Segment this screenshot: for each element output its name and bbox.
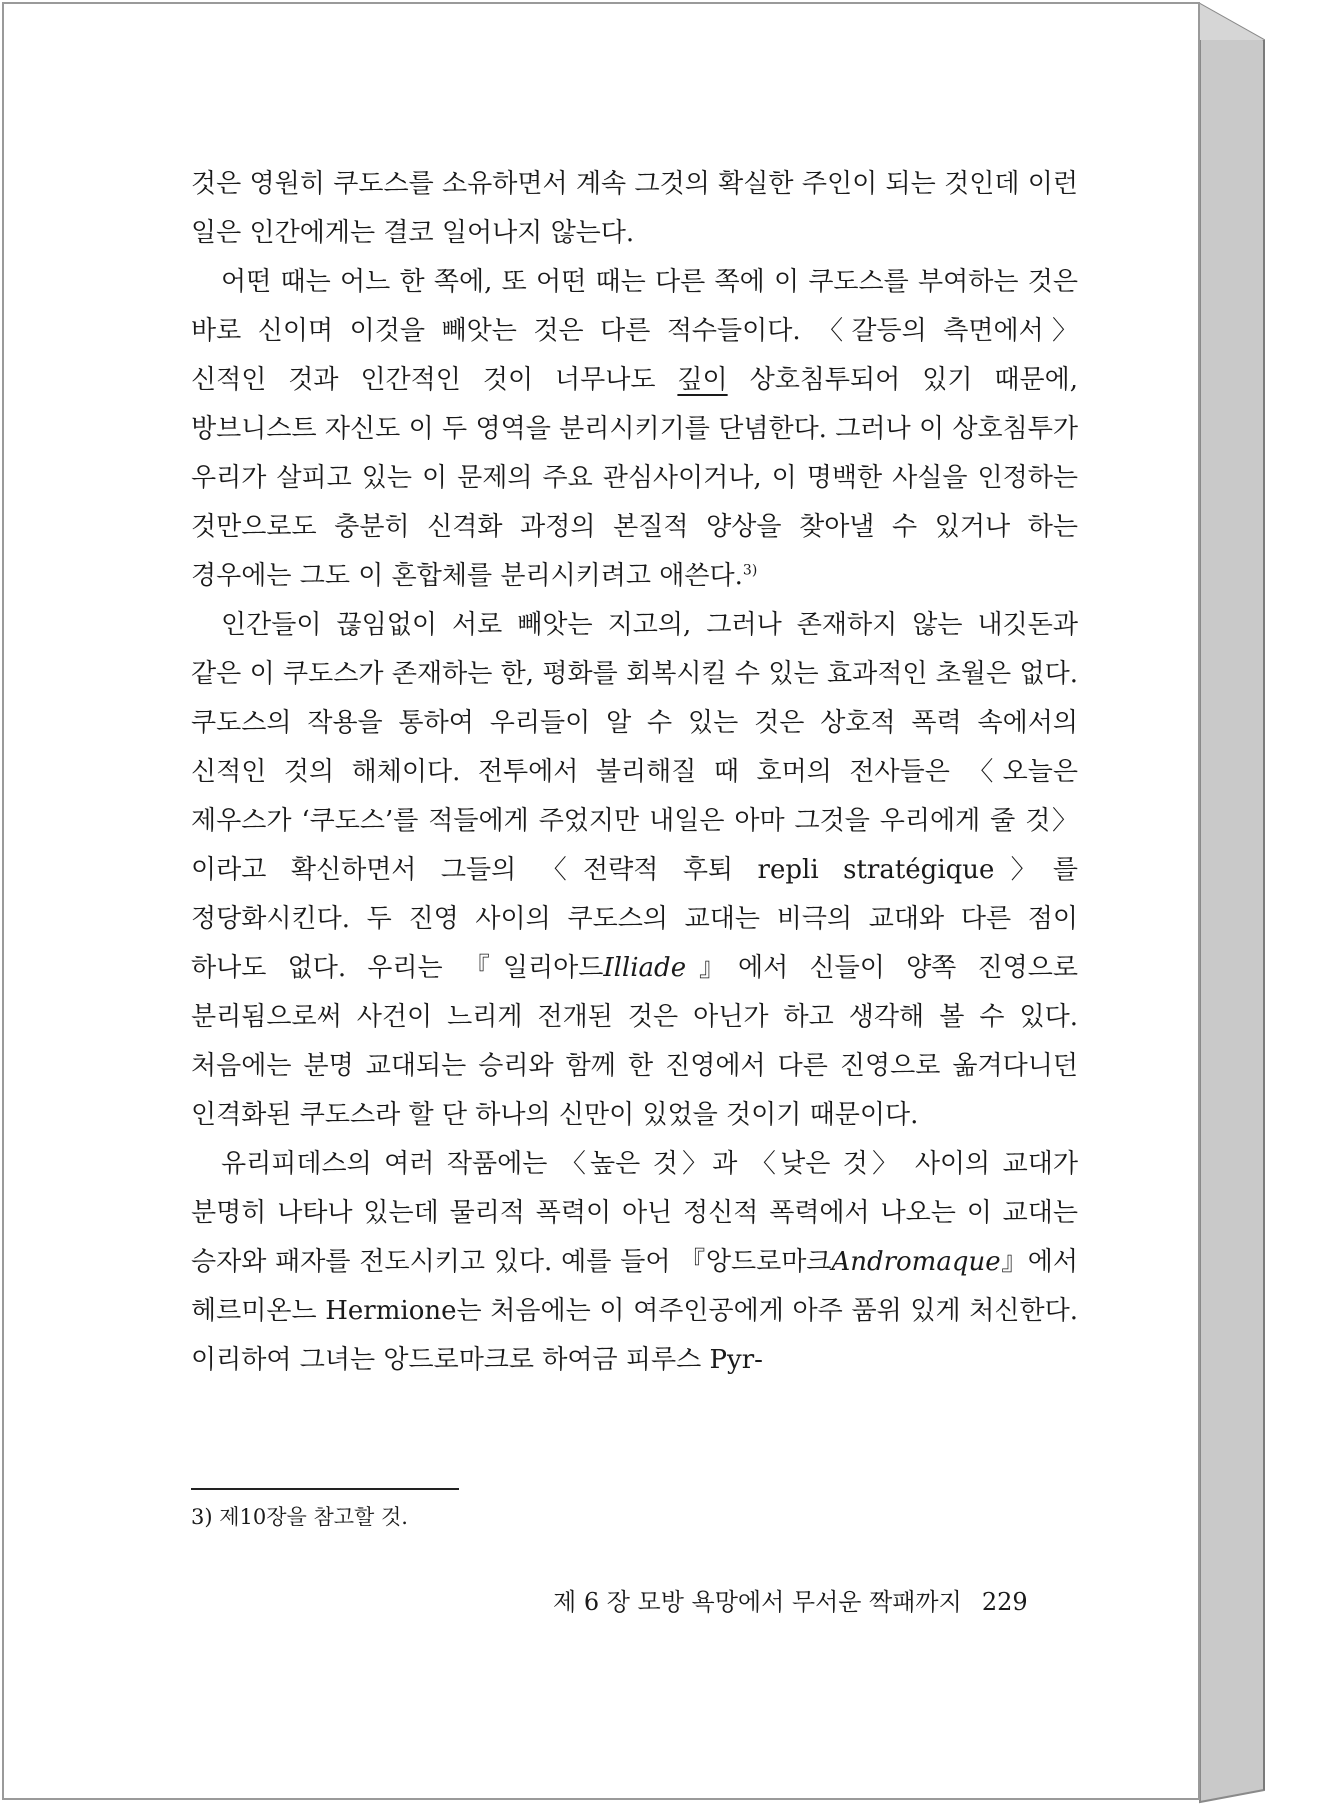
footnote: 3) 제10장을 참고할 것. bbox=[191, 1505, 408, 1529]
paragraph-4-text-b: 』에서 헤르미온느 Hermione는 처음에는 이 여주인공에게 아주 품위 있게 처신한다. 이리하여 그녀는 앙드로마크로 하여금 피루스 Pyr- bbox=[191, 1247, 1079, 1375]
underlined-word: 깊이 bbox=[677, 365, 728, 395]
italic-title-illiade: Illiade bbox=[603, 953, 687, 983]
paragraph-4 bbox=[191, 1140, 1078, 1385]
paragraph-4-text-a: 유리피데스의 여러 작품에는 〈높은 것〉과 〈낮은 것〉 사이의 교대가 분명히 나타나 있는데 물리적 폭력이 아닌 정신적 폭력에서 나오는 이 교대는 승자와 패자를 전도시키고 있다. 예를 들어 『앙드로마크 bbox=[191, 1149, 1078, 1277]
italic-title-andromaque: Andromaque bbox=[831, 1247, 1001, 1277]
page-number: 229 bbox=[981, 1588, 1028, 1616]
paragraph-2-text-a: 어떤 때는 어느 한 쪽에, 또 어떤 때는 다른 쪽에 이 쿠도스를 부여하는 것은 바로 신이며 이것을 빼앗는 것은 다른 적수들이다. 〈갈등의 측면에서〉 신적인 것과 인간적인 것이 너무나도 bbox=[191, 267, 1078, 395]
paragraph-3-text-b: 』에서 신들이 양쪽 진영으로 분리됨으로써 사건이 느리게 전개된 것은 아닌가 하고 생각해 볼 수 있다. 처음에는 분명 교대되는 승리와 함께 한 진영에서 다른 진영으로 옮겨다니던 인격화된 쿠도스라 할 단 하나의 신만이 있었을 것이기 때문이다. bbox=[191, 953, 1078, 1130]
footnote-reference: 3) bbox=[742, 562, 758, 579]
body-text bbox=[191, 160, 1078, 1385]
paragraph-3 bbox=[191, 601, 1078, 1140]
paragraph-3-text-a: 인간들이 끊임없이 서로 빼앗는 지고의, 그러나 존재하지 않는 내깃돈과 같은 이 쿠도스가 존재하는 한, 평화를 회복시킬 수 있는 효과적인 초월은 없다. 쿠도스의 작용을 통하여 우리들이 알 수 있는 것은 상호적 폭력 속에서의 신적인 것의 해체이다. 전투에서 불리해질 때 호머의 전사들은 〈오늘은 제우스가 ‘쿠도스’를 적들에게 주었지만 내일은 아마 그것을 우리에게 줄 것〉이라고 확신하면서 그들의 〈전략적 후퇴 repli stratégique〉를 정당화시킨다. 두 진영 사이의 쿠도스의 교대는 비극의 교대와 다른 점이 하나도 없다. 우리는 『일리아드 bbox=[191, 610, 1078, 983]
chapter-title: 제 6 장 모방 욕망에서 무서운 짝패까지 bbox=[553, 1588, 962, 1616]
running-footer bbox=[553, 1584, 1028, 1620]
paragraph-2 bbox=[191, 258, 1078, 601]
paragraph-1-text: 것은 영원히 쿠도스를 소유하면서 계속 그것의 확실한 주인이 되는 것인데 이런 일은 인간에게는 결코 일어나지 않는다. bbox=[191, 169, 1078, 248]
footnote-divider bbox=[191, 1488, 459, 1490]
paragraph-2-text-b: 상호침투되어 있기 때문에, 방브니스트 자신도 이 두 영역을 분리시키기를 단념한다. 그러나 이 상호침투가 우리가 살피고 있는 이 문제의 주요 관심사이거나, 이 명백한 사실을 인정하는 것만으로도 충분히 신격화 과정의 본질적 양상을 찾아낼 수 있거나 하는 경우에는 그도 이 혼합체를 분리시키려고 애쓴다. bbox=[191, 365, 1078, 591]
paragraph-1 bbox=[191, 160, 1078, 258]
